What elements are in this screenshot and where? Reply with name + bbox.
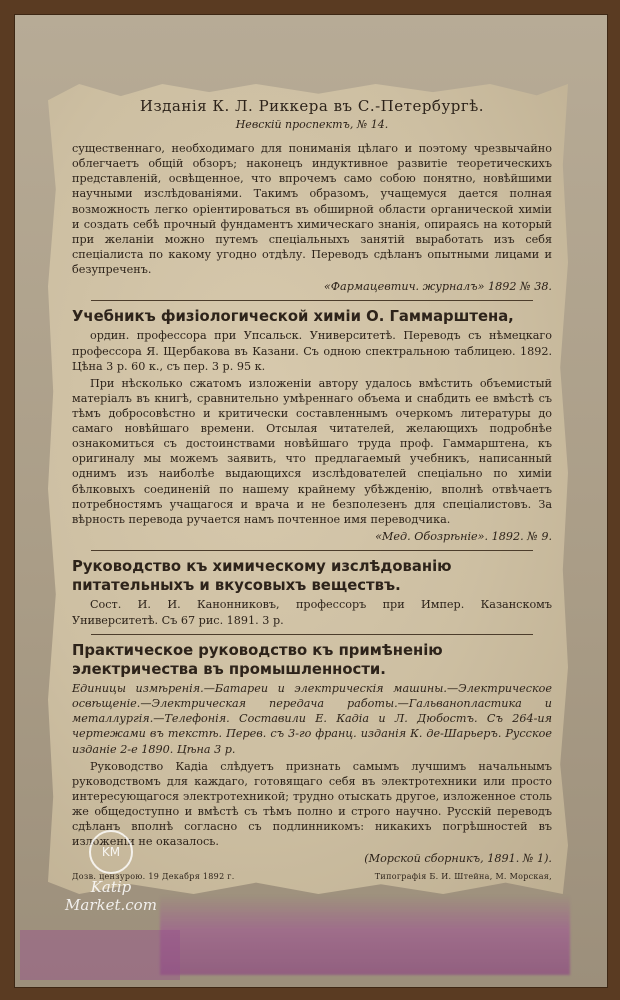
book-review-1: При нѣсколько сжатомъ изложеніи автору удалось вмѣстить объемистый матеріалъ въ книгѣ, сравнительно умѣреннаго объема и снабдить ее вмѣстѣ съ тѣмъ добросовѣстно и критически составленнымъ очеркомъ литературы до самаго новѣйшаго времени. Отсылая читателей, желающихъ подробнѣе ознакомиться съ достоинствами новѣйшаго труда проф. Гаммарштена, къ оригиналу мы можемъ заявить, что предлагаемый учебникъ, написанный однимъ изъ наиболѣе выдающихся изслѣдователей спеціально по химіи бѣлковыхъ соединеній по нашему крайнему убѣжденію, вполнѣ отвѣчаетъ потребностямъ учащагося и врача и не безполезенъ для спеціалистовъ. За вѣрность перевода ручается намъ почтенное имя переводчика.	[72, 376, 552, 526]
divider	[91, 634, 533, 635]
watermark-monogram: KM	[89, 830, 133, 874]
publisher-heading: Изданія К. Л. Риккера въ С.-Петербургѣ.	[139, 97, 485, 115]
ink-stain-left	[20, 930, 180, 980]
document-page	[72, 96, 552, 883]
watermark-logo	[46, 830, 176, 930]
intro-text: существеннаго, необходимаго для пониманія цѣлаго и поэтому чрезвычайно облегчаетъ общій обзоръ; наконецъ индуктивное развитіе теоретическихъ представленій, освѣщенное, что впрочемъ само собою понятно, новѣйшими научными изслѣдованіями. Такимъ образомъ, учащемуся дается полная возможность легко оріентироваться въ обширной области органической химіи и создать себѣ прочный фундаментъ химическаго знанія, опираясь на который при желаніи можно путемъ спеціальныхъ занятій выработать изъ себя спеціалиста по какому угодно отдѣлу. Переводъ сдѣланъ опытными лицами и безупреченъ.	[72, 142, 552, 276]
intro-source: «Фармацевтич. журналъ» 1892 № 38.	[323, 280, 552, 294]
ink-stain	[160, 895, 570, 975]
book-details-2: Сост. И. И. Канонниковъ, профессоръ при Импер. Казанскомъ Университетѣ. Съ 67 рис. 1891. 3 р.	[72, 598, 552, 627]
book-title-3: Практическое руководство къ примѣненію электричества въ промышленности.	[72, 641, 443, 678]
book-details-3: Единицы измѣренія.—Батареи и электрическія машины.—Электрическое освѣщеніе.—Электрическая передача работы.—Гальванопластика и металлургія.—Телефонія. Составили Е. Кадіа и Л. Дюбостъ. Съ 264-ия чертежами въ текстѣ. Перев. съ 3-го франц. изданія К. де-Шарьеръ. Русское изданіе 2-е 1890. Цѣна 3 р.	[72, 682, 552, 756]
divider	[91, 550, 533, 551]
book-title-2: Руководство къ химическому изслѣдованію питательныхъ и вкусовыхъ веществъ.	[72, 557, 452, 595]
divider	[91, 300, 533, 301]
publisher-address: Невскій проспектъ, № 14.	[235, 118, 389, 132]
printer-note: Типографія Б. И. Штейна, М. Морская,	[374, 872, 552, 882]
book-source-1: «Мед. Обозрѣніе». 1892. № 9.	[375, 529, 552, 543]
book-review-3: Руководство Кадіа слѣдуетъ признать самымъ лучшимъ начальнымъ руководствомъ для каждаго, готовящаго себя въ электротехники или просто интересующагося электротехникой; трудно отыскать другое, изложенное столь же общедоступно и вмѣстѣ съ тѣмъ полно и строго научно. Русскій переводъ сдѣланъ вполнѣ согласно съ подлинникомъ: никакихъ погрѣшностей въ изложеніи не оказалось.	[72, 759, 552, 849]
censor-note: Дозв. цензурою. 19 Декабря 1892 г.	[72, 872, 235, 882]
book-source-3: (Морской сборникъ, 1891. № 1).	[364, 852, 552, 866]
book-title-1: Учебникъ физіологической химіи О. Гаммарштена,	[72, 308, 514, 326]
book-details-1: ордин. профессора при Упсальск. Университетѣ. Переводъ съ нѣмецкаго профессора Я. Щербакова въ Казани. Съ одною спектральною таблицею. 1892. Цѣна 3 р. 60 к., съ пер. 3 р. 95 к.	[72, 329, 552, 373]
watermark-name: Katip Market.com	[65, 878, 157, 914]
